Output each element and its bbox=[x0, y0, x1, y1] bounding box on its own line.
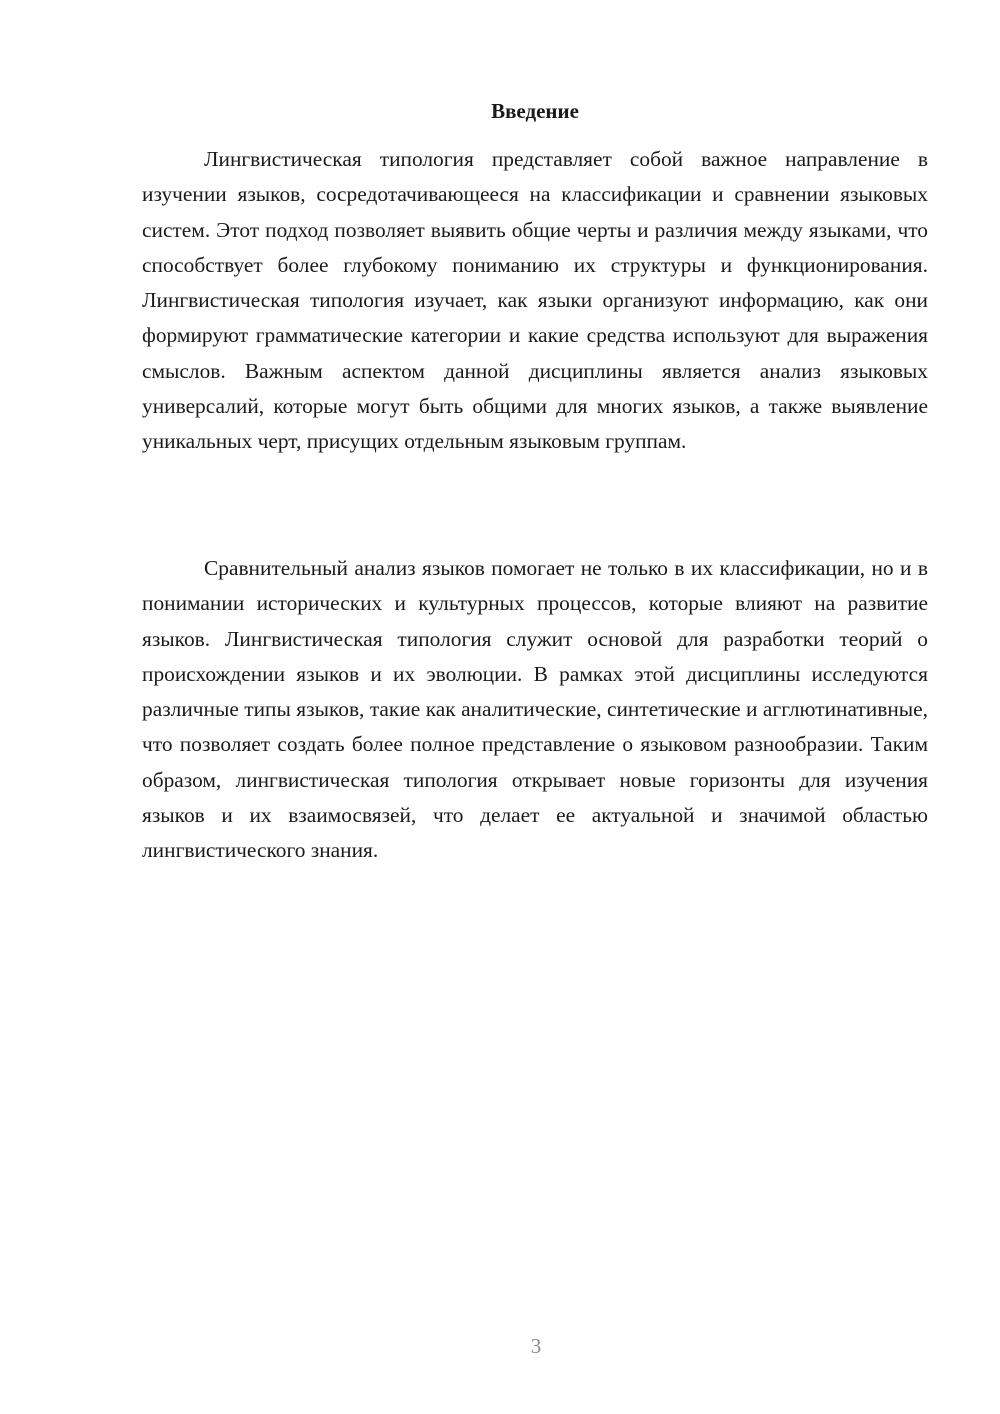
paragraph-1: Лингвистическая типология представляет собой важное направление в изучении языков, сосредотачивающееся на классификации и сравнении языковых систем. Этот подход позволяет выявить общие черты и различия между языками, что способствует более глубокому пониманию их структуры и функционирования. Лингвистическая типология изучает, как языки организуют информацию, как они формируют грамматические категории и какие средства используют для выражения смыслов. Важным аспектом данной дисциплины является анализ языковых универсалий, которые могут быть общими для многих языков, а также выявление уникальных черт, присущих отдельным языковым группам. bbox=[142, 147, 928, 454]
section-title: Введение bbox=[491, 99, 579, 123]
page-number: 3 bbox=[530, 1334, 542, 1358]
paragraph-2: Сравнительный анализ языков помогает не только в их классификации, но и в понимании исторических и культурных процессов, которые влияют на развитие языков. Лингвистическая типология служит основой для разработки теорий о происхождении языков и их эволюции. В рамках этой дисциплины исследуются различные типы языков, такие как аналитические, синтетические и агглютинативные, что позволяет создать более полное представление о языковом разнообразии. Таким образом, лингвистическая типология открывает новые горизонты для изучения языков и их взаимосвязей, что делает ее актуальной и значимой областью лингвистического знания. bbox=[142, 556, 928, 863]
